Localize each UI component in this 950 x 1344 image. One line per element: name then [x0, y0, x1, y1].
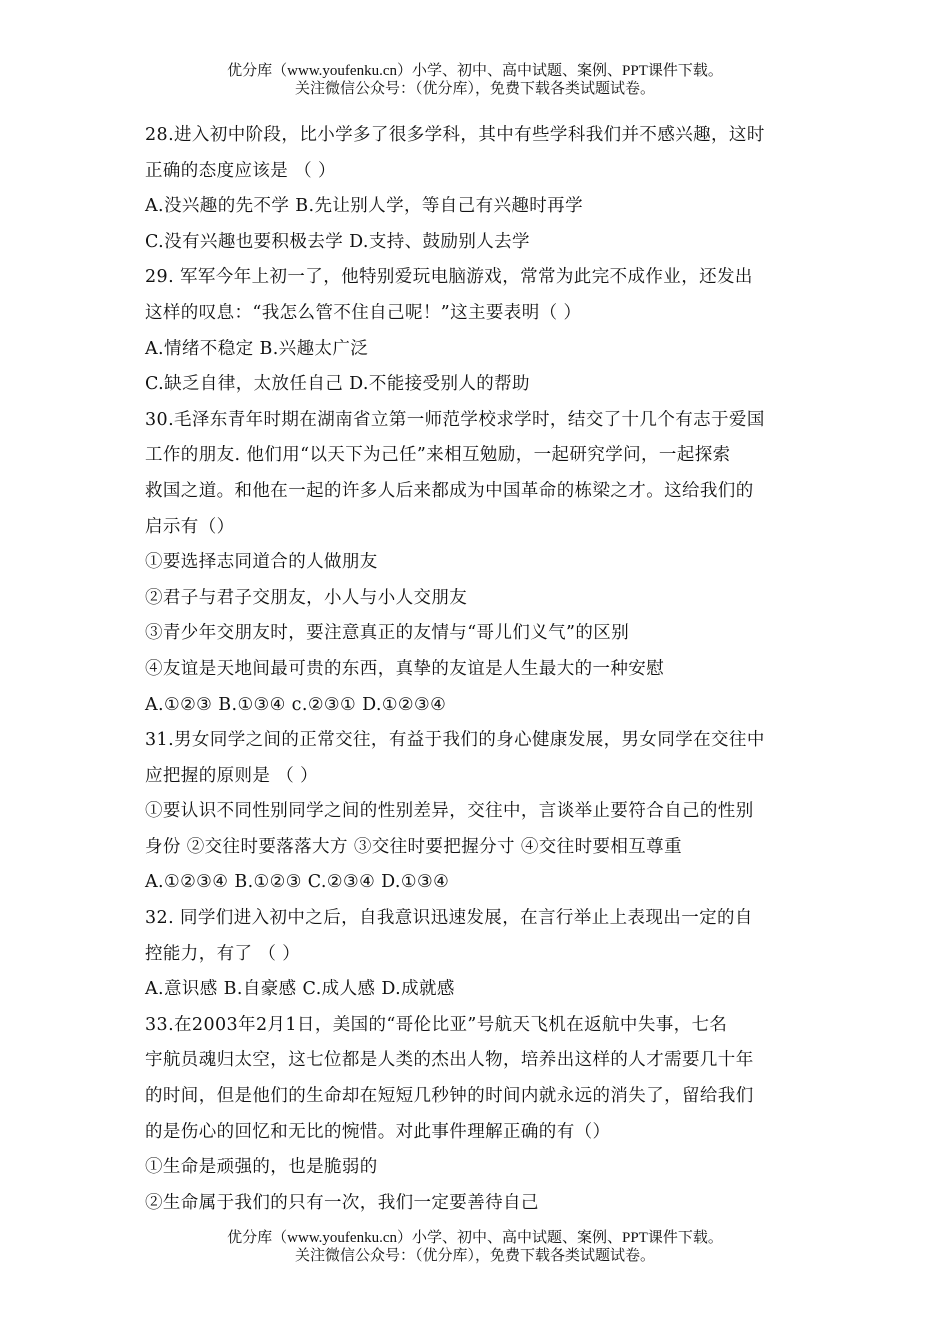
text-line: 32. 同学们进入初中之后，自我意识迅速发展，在言行举止上表现出一定的自: [145, 908, 753, 929]
text-line: ①要选择志同道合的人做朋友: [145, 552, 378, 573]
text-line: 宇航员魂归太空，这七位都是人类的杰出人物，培养出这样的人才需要几十年: [145, 1050, 754, 1071]
page-header: [0, 62, 950, 98]
text-line: 工作的朋友. 他们用“以天下为己任”来相互勉励，一起研究学问，一起探索: [145, 445, 731, 466]
text-line: A.没兴趣的先不学 B.先让别人学，等自己有兴趣时再学: [145, 196, 583, 217]
text-line: A.①②③ B.①③④ c.②③① D.①②③④: [145, 694, 447, 715]
text-line: A.①②③④ B.①②③ C.②③④ D.①③④: [145, 872, 450, 893]
footer-line-2: 关注微信公众号：（优分库），免费下载各类试题试卷。: [294, 1248, 655, 1264]
text-line: 33.在2003年2月1日，美国的“哥伦比亚”号航天飞机在返航中失事，七名: [145, 1014, 728, 1035]
text-line: 应把握的原则是 （ ）: [145, 765, 319, 786]
text-line: 救国之道。和他在一起的许多人后来都成为中国革命的栋梁之才。这给我们的: [145, 480, 754, 501]
text-line: ②君子与君子交朋友，小人与小人交朋友: [145, 587, 468, 608]
text-line: C.没有兴趣也要积极去学 D.支持、鼓励别人去学: [145, 231, 530, 252]
page-footer: [0, 1229, 950, 1265]
text-line: 的是伤心的回忆和无比的惋惜。对此事件理解正确的有（）: [145, 1121, 611, 1142]
footer-line-1: 优分库（www.youfenku.cn）小学、初中、高中试题、案例、PPT课件下载。: [227, 1230, 723, 1246]
text-line: 29. 军军今年上初一了，他特别爱玩电脑游戏，常常为此完不成作业，还发出: [145, 267, 753, 288]
text-line: 正确的态度应该是 （ ）: [145, 160, 336, 181]
document-body: [145, 118, 810, 1221]
text-line: 启示有（）: [145, 516, 235, 537]
text-line: 30.毛泽东青年时期在湖南省立第一师范学校求学时，结交了十几个有志于爱国: [145, 409, 765, 430]
text-line: 28.进入初中阶段，比小学多了很多学科，其中有些学科我们并不感兴趣，这时: [145, 125, 765, 145]
text-line: 这样的叹息：“我怎么管不住自己呢！”这主要表明（ ）: [145, 302, 582, 323]
text-line: 31.男女同学之间的正常交往，有益于我们的身心健康发展，男女同学在交往中: [145, 730, 765, 751]
text-line: A.情绪不稳定 B.兴趣太广泛: [145, 338, 369, 359]
text-line: ①要认识不同性别同学之间的性别差异，交往中，言谈举止要符合自己的性别: [145, 801, 754, 822]
text-line: 控能力，有了 （ ）: [145, 943, 301, 964]
text-line: A.意识感 B.自豪感 C.成人感 D.成就感: [145, 979, 455, 1000]
text-line: C.缺乏自律，太放任自己 D.不能接受别人的帮助: [145, 374, 530, 395]
text-line: 身份 ②交往时要落落大方 ③交往时要把握分寸 ④交往时要相互尊重: [145, 836, 682, 857]
text-line: ①生命是顽强的，也是脆弱的: [145, 1157, 378, 1178]
text-line: ④友谊是天地间最可贵的东西，真挚的友谊是人生最大的一种安慰: [145, 658, 665, 679]
header-line-1: 优分库（www.youfenku.cn）小学、初中、高中试题、案例、PPT课件下载。: [227, 63, 723, 79]
text-line: ②生命属于我们的只有一次，我们一定要善待自己: [145, 1192, 539, 1213]
header-line-2: 关注微信公众号：（优分库），免费下载各类试题试卷。: [294, 81, 655, 97]
text-line: 的时间，但是他们的生命却在短短几秒钟的时间内就永远的消失了，留给我们: [145, 1086, 754, 1107]
text-line: ③青少年交朋友时，要注意真正的友情与“哥儿们义气”的区别: [145, 623, 630, 644]
